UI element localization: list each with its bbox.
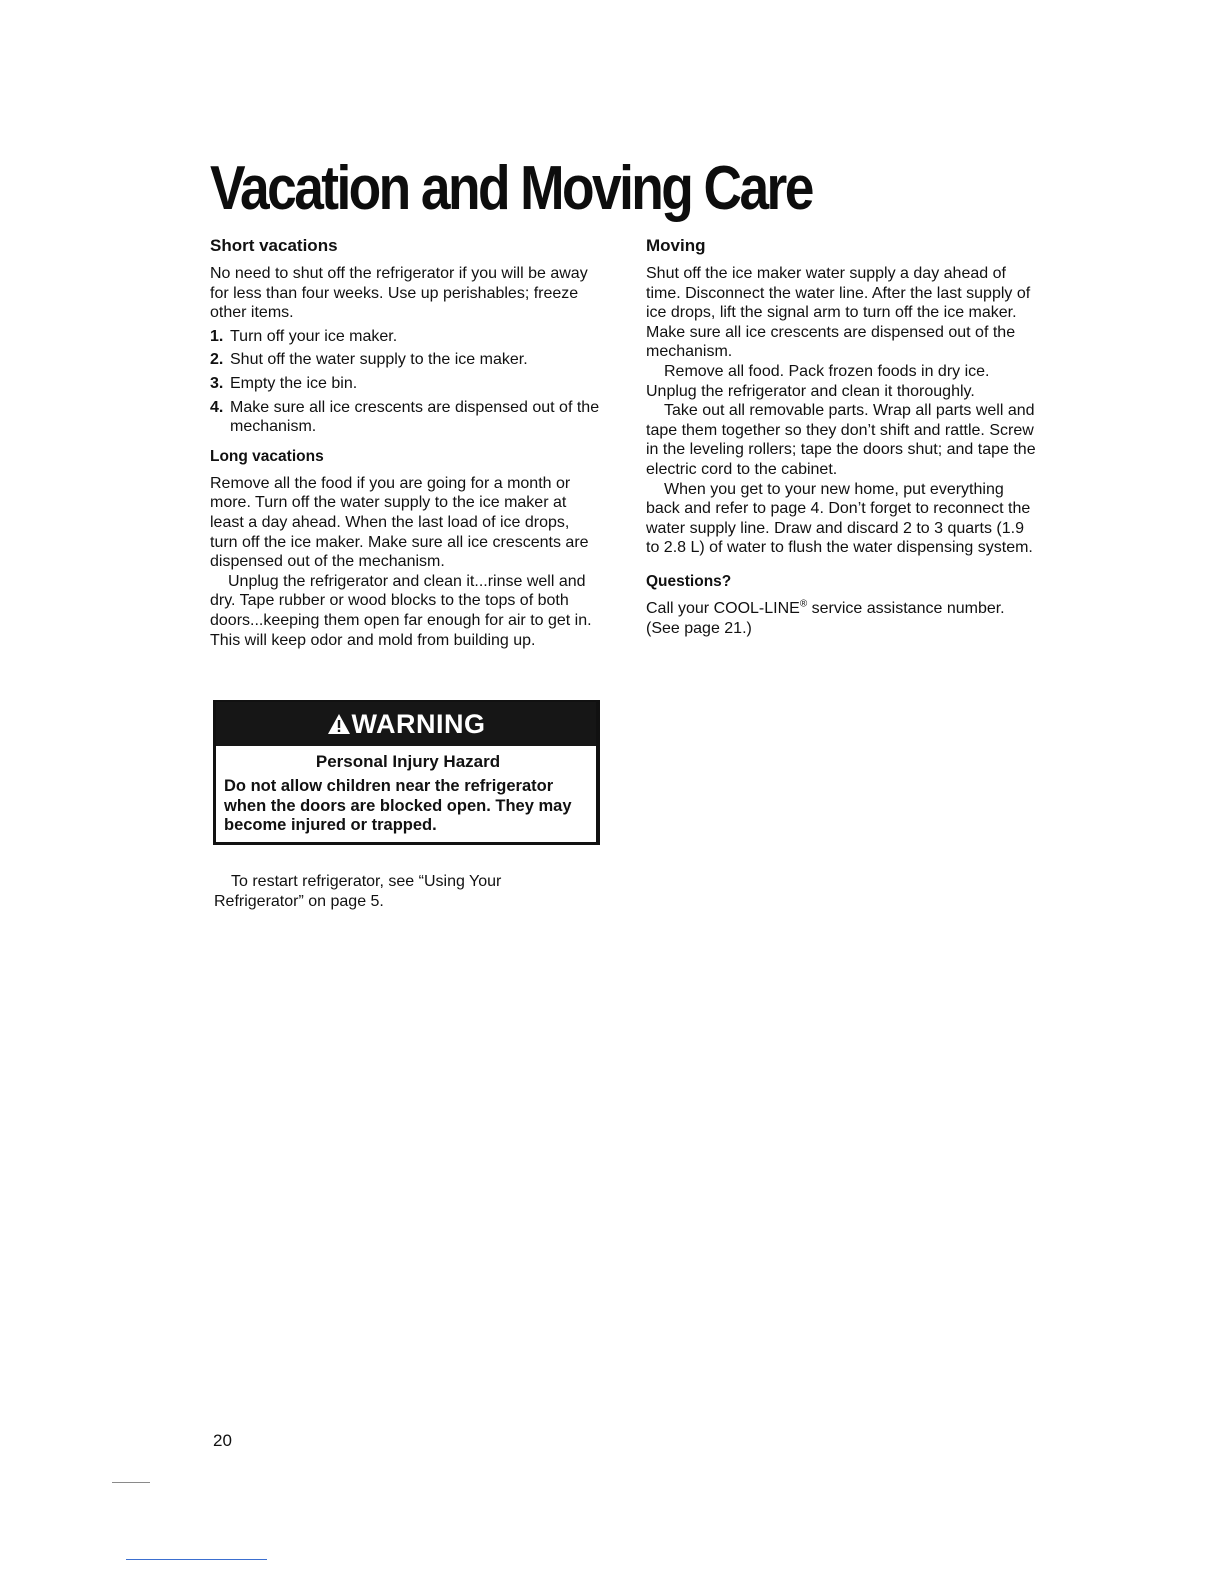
page-number: 20 [213,1431,232,1450]
step-item [210,327,600,347]
short-vacations-steps [210,327,600,437]
warning-triangle-icon [327,704,351,748]
long-vacations-heading: Long vacations [210,447,324,465]
short-vacations-heading: Short vacations [210,236,338,255]
long-vacations-paragraph-1: Remove all the food if you are going for a month or more. Turn off the water supply to the ice maker at least a day ahead. When the last load of ice drops, turn off the ice maker. Make sure all ice crescents are dispensed out of the mechanism. [210,474,589,571]
step-item [210,374,600,394]
questions-text-end: service assistance number. (See page 21.) [646,599,1005,637]
warning-label: WARNING [351,709,486,739]
restart-note: To restart refrigerator, see “Using Your Refrigerator” on page 5. [214,873,502,910]
step-number: 1. [210,327,224,345]
questions-text-start: Call your COOL-LINE [646,599,800,617]
step-item [210,398,600,437]
moving-paragraph-2: Remove all food. Pack frozen foods in dry ice. Unplug the refrigerator and clean it thoroughly. [646,362,990,400]
questions-text [646,599,1038,638]
questions-heading: Questions? [646,572,732,590]
right-column [646,236,1038,638]
moving-paragraph-1: Shut off the ice maker water supply a day ahead of time. Disconnect the water line. After the last supply of ice drops, lift the signal arm to turn off the ice maker. Make sure all ice crescents are dispensed out of the mechanism. [646,265,1031,361]
moving-paragraph-4: When you get to your new home, put everything back and refer to page 4. Don’t forget to reconnect the water supply line. Draw and discard 2 to 3 quarts (1.9 to 2.8 L) of water to flush the water dispensing system. [646,480,1033,557]
scan-mark-short [112,1482,150,1483]
step-number: 4. [210,398,224,416]
step-text: Make sure all ice crescents are dispensed out of the mechanism. [230,398,600,436]
warning-header [216,702,596,746]
registered-mark: ® [799,598,808,610]
left-column [210,236,600,650]
step-item [210,350,600,370]
step-number: 2. [210,351,224,369]
moving-heading: Moving [646,236,706,255]
warning-body [216,746,596,842]
step-text: Empty the ice bin. [230,374,358,392]
step-text: Turn off your ice maker. [230,327,398,345]
step-number: 3. [210,374,224,392]
short-vacations-intro: No need to shut off the refrigerator if you will be away for less than four weeks. Use up perishables; freeze other items. [210,265,588,322]
warning-box [213,700,600,845]
step-text: Shut off the water supply to the ice maker. [230,351,528,369]
warning-subtitle: Personal Injury Hazard [315,752,501,771]
warning-text: Do not allow children near the refrigerator when the doors are blocked open. They may become injured or trapped. [224,777,572,835]
scan-mark-long [126,1559,267,1560]
moving-paragraph-3: Take out all removable parts. Wrap all parts well and tape them together so they don’t shift and rattle. Screw in the leveling rollers; tape the doors shut; and tape the electric cord to the cabinet. [646,402,1036,478]
page-title: Vacation and Moving Care [210,154,812,223]
long-vacations-paragraph-2: Unplug the refrigerator and clean it...rinse well and dry. Tape rubber or wood blocks to the tops of both doors...keeping them open far enough for air to get in. This will keep odor and mold from building up. [210,572,592,649]
